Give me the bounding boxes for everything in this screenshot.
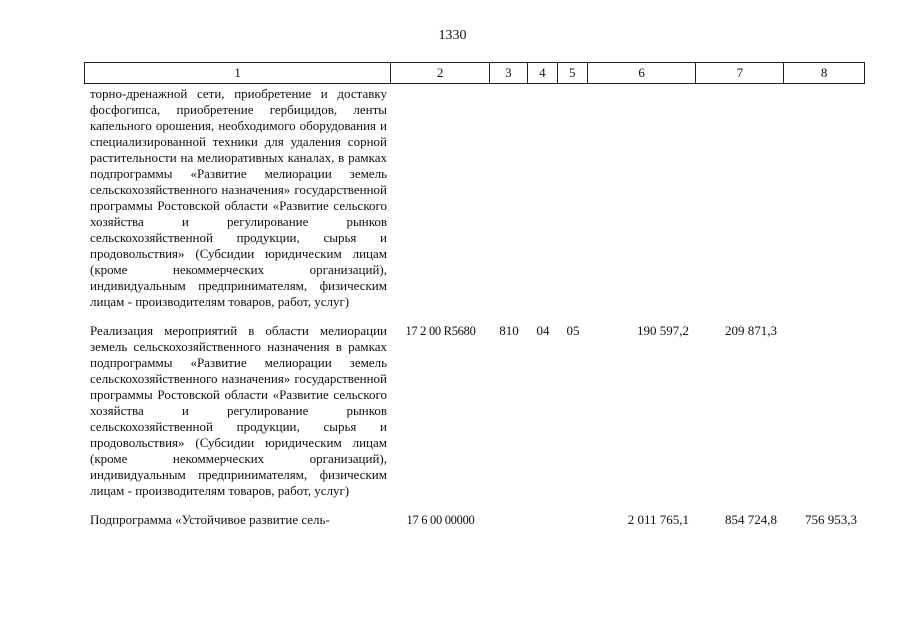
row-rz: 04: [536, 323, 550, 338]
table-body: [84, 86, 865, 528]
row-amount-year3: 756 953,3: [805, 512, 857, 527]
row-csr-code: 17 2 00 R5680: [405, 324, 476, 338]
header-col-4: 4: [528, 63, 558, 83]
header-col-6: 6: [588, 63, 697, 83]
page-number: 1330: [438, 28, 467, 43]
table-row: [84, 86, 865, 310]
row-description: Подпрограмма «Устойчивое развитие сель-: [90, 512, 330, 527]
row-description: Реализация мероприятий в области мелиорации земель сельскохозяйственного назначения в рамках подпрограммы «Развитие мелиорации земель сельскохозяйственного назначения» государственной программы Ростовской области «Развитие сельского хозяйства и регулирование рынков сельскохозяйственной продукции, сырья и продовольствия» (Субсидии юридическим лицам (кроме некоммерческих организаций), индивидуальным предпринимателям, физическим лицам - производителям товаров, работ, услуг): [90, 323, 387, 498]
row-amount-year1: 190 597,2: [637, 323, 689, 338]
row-description: торно-дренажной сети, приобретение и доставку фосфогипса, приобретение гербицидов, ленты капельного орошения, необходимого оборудования и специализированной техники для удаления сорной растительности на мелиоративных каналах, в рамках подпрограммы «Развитие мелиорации земель сельскохозяйственного назначения» государственной программы Ростовской области «Развитие сельского хозяйства и регулирование рынков сельскохозяйственной продукции, сырья и продовольствия» (Субсидии юридическим лицам (кроме некоммерческих организаций), индивидуальным предпринимателям, физическим лицам - производителям товаров, работ, услуг): [90, 86, 387, 309]
row-csr-code: 17 6 00 00000: [406, 513, 475, 527]
row-amount-year1: 2 011 765,1: [627, 512, 689, 527]
header-col-2: 2: [391, 63, 490, 83]
header-col-7: 7: [696, 63, 784, 83]
row-pr: 05: [566, 323, 580, 338]
header-col-3: 3: [490, 63, 528, 83]
row-amount-year2: 209 871,3: [725, 323, 777, 338]
header-col-5: 5: [558, 63, 588, 83]
table-row: [84, 512, 865, 528]
table-header-row: [84, 62, 865, 84]
table-row: [84, 323, 865, 499]
header-col-8: 8: [820, 65, 828, 80]
row-vr: 810: [499, 323, 519, 338]
row-amount-year2: 854 724,8: [725, 512, 777, 527]
header-col-1: 1: [85, 63, 391, 83]
